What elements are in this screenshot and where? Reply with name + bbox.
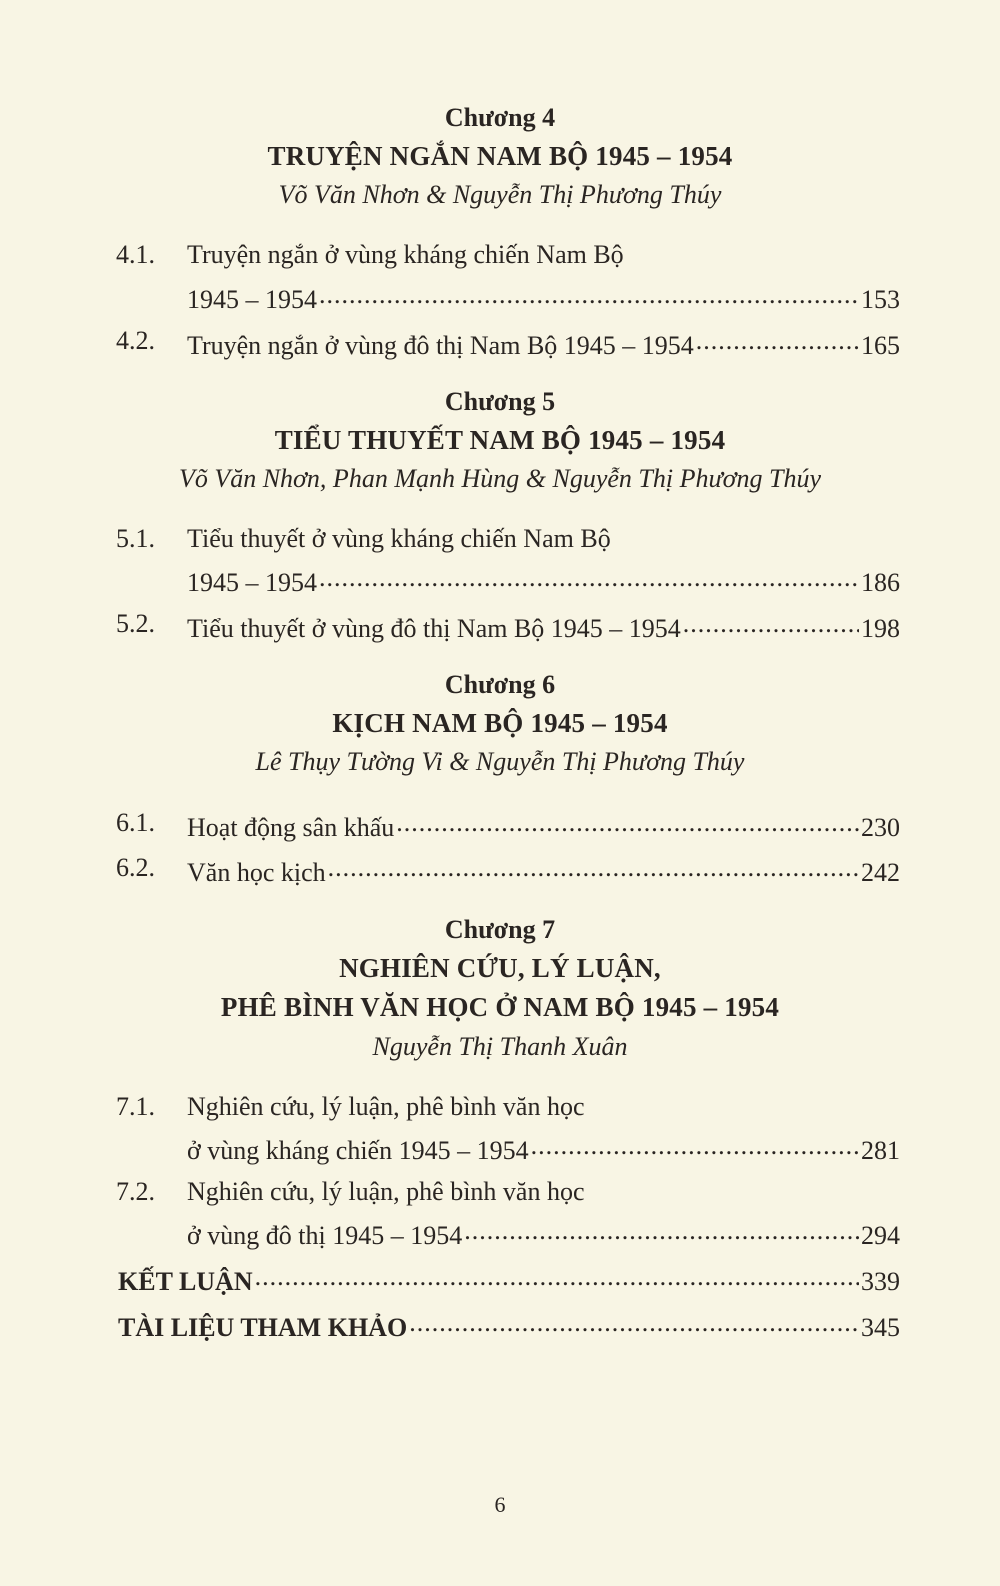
entry-5-1-number: 5.1.	[116, 524, 155, 553]
entry-5-1-page: 186	[861, 568, 900, 597]
entry-5-2-row	[187, 609, 900, 643]
dot-leader	[696, 326, 859, 354]
entry-6-1-row	[187, 808, 900, 842]
entry-7-1-title-cont: ở vùng kháng chiến 1945 – 1954	[187, 1136, 529, 1165]
entry-6-2-title: Văn học kịch	[187, 858, 326, 887]
entry-6-2-row	[187, 853, 900, 887]
page-number: 6	[494, 1492, 506, 1517]
dot-leader	[683, 609, 859, 637]
chapter-6-title: KỊCH NAM BỘ 1945 – 1954	[332, 708, 668, 738]
entry-5-1-row	[187, 563, 900, 597]
conclusion-row	[118, 1262, 900, 1296]
entry-7-1-title: Nghiên cứu, lý luận, phê bình văn học	[187, 1092, 585, 1121]
entry-6-2-page: 242	[861, 858, 900, 887]
dot-leader	[396, 808, 859, 836]
entry-5-2-page: 198	[861, 614, 900, 643]
entry-4-2-page: 165	[861, 331, 900, 360]
dot-leader	[319, 280, 859, 308]
dot-leader	[409, 1308, 859, 1336]
dot-leader	[464, 1216, 859, 1244]
chapter-7-label: Chương 7	[444, 915, 556, 944]
dot-leader	[531, 1131, 859, 1159]
entry-5-1-title-cont: 1945 – 1954	[187, 568, 317, 597]
dot-leader	[255, 1262, 859, 1290]
chapter-5-title: TIỂU THUYẾT NAM BỘ 1945 – 1954	[274, 425, 726, 455]
entry-4-1-page: 153	[861, 285, 900, 314]
entry-7-1-page: 281	[861, 1136, 900, 1165]
chapter-6-label: Chương 6	[444, 670, 556, 699]
entry-7-2-page: 294	[861, 1221, 900, 1250]
conclusion-label: KẾT LUẬN	[118, 1267, 253, 1296]
entry-4-2-number: 4.2.	[116, 326, 155, 355]
entry-4-1-number: 4.1.	[116, 240, 155, 269]
entry-4-1-row	[187, 280, 900, 314]
entry-6-1-number: 6.1.	[116, 808, 155, 837]
references-page: 345	[861, 1313, 900, 1342]
entry-5-2-number: 5.2.	[116, 609, 155, 638]
entry-7-1-number: 7.1.	[116, 1092, 155, 1121]
chapter-7-author: Nguyễn Thị Thanh Xuân	[372, 1032, 628, 1061]
dot-leader	[328, 853, 859, 881]
conclusion-page: 339	[861, 1267, 900, 1296]
chapter-4-label: Chương 4	[444, 103, 556, 132]
entry-7-2-row	[187, 1216, 900, 1250]
chapter-4-title: TRUYỆN NGẮN NAM BỘ 1945 – 1954	[267, 141, 733, 171]
entry-7-1-row	[187, 1131, 900, 1165]
entry-6-1-title: Hoạt động sân khấu	[187, 813, 395, 842]
entry-7-2-title-cont: ở vùng đô thị 1945 – 1954	[187, 1221, 463, 1250]
references-row	[118, 1308, 900, 1342]
chapter-4-author: Võ Văn Nhơn & Nguyễn Thị Phương Thúy	[278, 180, 722, 209]
entry-5-1-title: Tiểu thuyết ở vùng kháng chiến Nam Bộ	[187, 524, 611, 553]
entry-4-2-title: Truyện ngắn ở vùng đô thị Nam Bộ 1945 – 1954	[187, 331, 694, 360]
entry-6-1-page: 230	[861, 813, 900, 842]
entry-7-2-number: 7.2.	[116, 1177, 155, 1206]
chapter-5-label: Chương 5	[444, 387, 556, 416]
entry-4-1-title: Truyện ngắn ở vùng kháng chiến Nam Bộ	[187, 240, 624, 269]
entry-4-2-row	[187, 326, 900, 360]
entry-5-2-title: Tiểu thuyết ở vùng đô thị Nam Bộ 1945 – 1954	[187, 614, 681, 643]
entry-7-2-title: Nghiên cứu, lý luận, phê bình văn học	[187, 1177, 585, 1206]
chapter-5-author: Võ Văn Nhơn, Phan Mạnh Hùng & Nguyễn Thị Phương Thúy	[178, 464, 822, 493]
chapter-7-title: NGHIÊN CỨU, LÝ LUẬN,	[339, 953, 661, 983]
entry-6-2-number: 6.2.	[116, 853, 155, 882]
chapter-6-author: Lê Thụy Tường Vi & Nguyễn Thị Phương Thúy	[255, 747, 745, 776]
references-label: TÀI LIỆU THAM KHẢO	[118, 1313, 408, 1342]
dot-leader	[319, 563, 859, 591]
chapter-7-title-line2: PHÊ BÌNH VĂN HỌC Ở NAM BỘ 1945 – 1954	[220, 992, 780, 1022]
entry-4-1-title-cont: 1945 – 1954	[187, 285, 317, 314]
